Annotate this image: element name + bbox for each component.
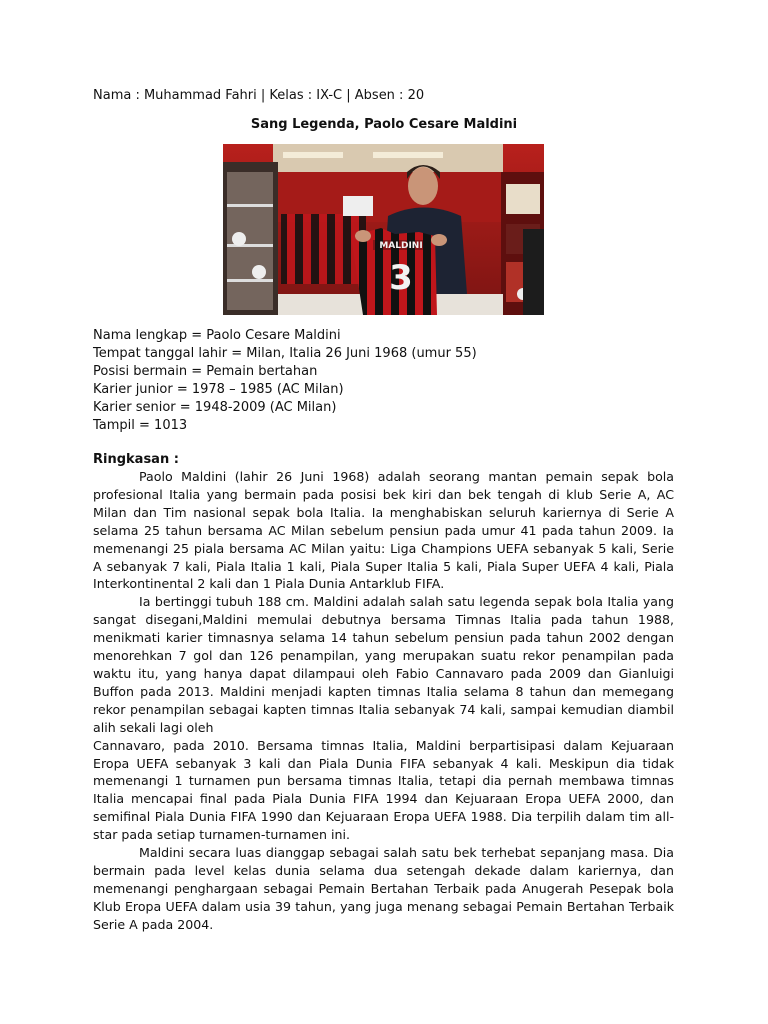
jersey-number: 3 [389,258,413,298]
profile-junior-career: Karier junior = 1978 – 1985 (AC Milan) [93,382,344,397]
summary-paragraph: Paolo Maldini (lahir 26 Juni 1968) adalah seorang mantan pemain sepak bola profesional Italia yang bermain pada posisi bek kiri dan bek tengah di klub Serie A, AC Milan dan Tim nasional sepak bola Italia. Ia menghabiskan seluruh kariernya di Serie A selama 25 tahun bersama AC Milan sebelum pensiun pada umur 41 pada tahun 2009. Ia memenangi 25 piala bersama AC Milan yaitu: Liga Champions UEFA sebanyak 5 kali, Serie A sebanyak 7 kali, Piala Italia 1 kali, Piala Super Italia 5 kali, Piala Super UEFA 4 kali, Piala Interkontinental 2 kali dan 1 Piala Dunia Antarklub FIFA. [93,469,674,592]
maldini-photo [223,144,544,315]
photo-illustration [223,144,544,315]
summary-heading: Ringkasan : [93,452,179,467]
profile-details [93,327,693,435]
jersey-name: MALDINI [379,241,423,251]
document-title: Sang Legenda, Paolo Cesare Maldini [250,117,518,132]
profile-birth: Tempat tanggal lahir = Milan, Italia 26 Juni 1968 (umur 55) [93,346,477,361]
profile-senior-career: Karier senior = 1948-2009 (AC Milan) [93,400,337,415]
profile-position: Posisi bermain = Pemain bertahan [93,364,318,379]
summary-paragraph: Cannavaro, pada 2010. Bersama timnas Italia, Maldini berpartisipasi dalam Kejuaraan Eropa UEFA sebanyak 3 kali dan Piala Dunia FIFA sebanyak 4 kali. Meskipun dia tidak memenangi 1 turnamen pun bersama timnas Italia, tetapi dia pernah membawa timnas Italia mencapai final pada Piala Dunia FIFA 1994 dan Kejuaraan Eropa UEFA 2000, dan semifinal Piala Dunia FIFA 1990 dan Kejuaraan Eropa UEFA 1988. Dia terpilih dalam tim all-star pada setiap turnamen-turnamen ini. [93,737,674,843]
summary-paragraph: Maldini secara luas dianggap sebagai salah satu bek terhebat sepanjang masa. Dia bermain pada level kelas dunia selama dua setengah dekade dalam kariernya, dan memenangi penghargaan sebagai Pemain Bertahan Terbaik pada Anugerah Pesepak bola Klub Eropa UEFA dalam usia 39 tahun, yang juga menang sebagai Pemain Bertahan Terbaik Serie A pada 2004. [93,845,674,932]
summary-body [93,468,674,934]
summary-paragraph: Ia bertinggi tubuh 188 cm. Maldini adalah salah satu legenda sepak bola Italia yang sangat disegani,Maldini memulai debutnya bersama Timnas Italia pada tahun 1988, menikmati karier timnasnya selama 14 tahun sebelum pensiun pada tahun 2002 dengan menorehkan 7 gol dan 126 penampilan, yang merupakan suatu rekor penampilan pada waktu itu, yang hanya dapat dilampaui oleh Fabio Cannavaro pada 2009 dan Gianluigi Buffon pada 2013. Maldini menjadi kapten timnas Italia selama 8 tahun dan memegang rekor penampilan sebagai kapten timnas Italia sebanyak 74 kali, sampai kemudian diambil alih sekali lagi oleh [93,594,674,735]
profile-full-name: Nama lengkap = Paolo Cesare Maldini [93,328,341,343]
profile-appearances: Tampil = 1013 [93,418,188,433]
student-info-line: Nama : Muhammad Fahri | Kelas : IX-C | Absen : 20 [93,88,425,103]
